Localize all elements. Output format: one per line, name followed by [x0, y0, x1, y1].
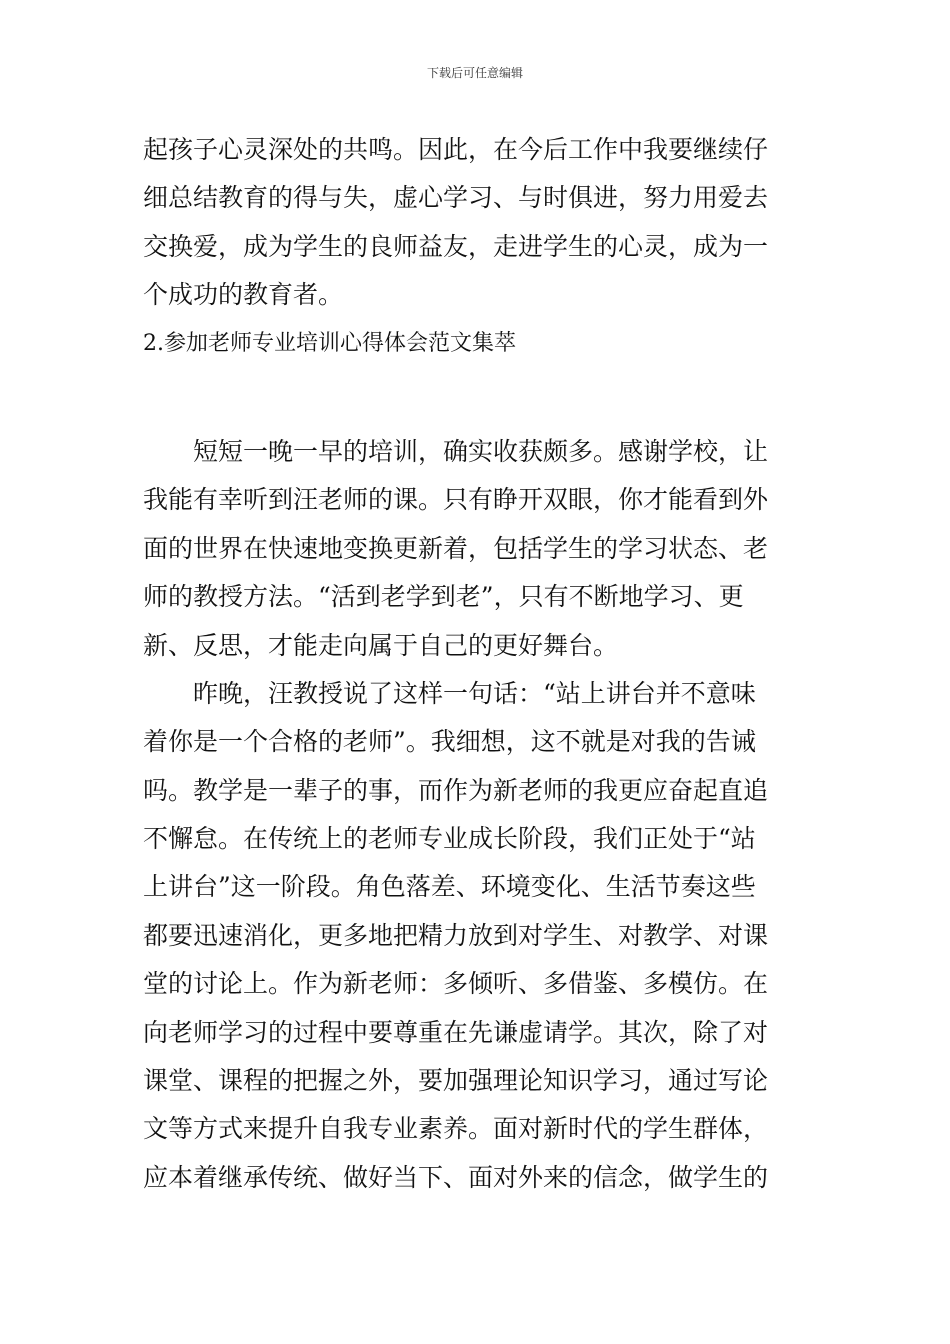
section-heading: 2.参加老师专业培训心得体会范文集萃	[143, 330, 516, 356]
text-line: 应本着继承传统、做好当下、面对外来的信念，做学生的	[143, 1162, 769, 1192]
text-line: 上讲台”这一阶段。角色落差、环境变化、生活节奏这些	[143, 872, 756, 902]
paragraph-2	[143, 428, 809, 670]
paragraph-1	[143, 126, 809, 320]
text-line: 起孩子心灵深处的共鸣。因此，在今后工作中我要继续仔	[143, 135, 769, 164]
text-line: 都要迅速消化，更多地把精力放到对学生、对教学、对课	[143, 920, 769, 950]
spacer	[143, 368, 809, 428]
paragraph-3	[143, 670, 809, 1202]
text-line: 课堂、课程的把握之外，要加强理论知识学习，通过写论	[143, 1066, 769, 1096]
page-header: 下载后可任意编辑	[426, 66, 523, 80]
document-body	[143, 126, 809, 1202]
text-line: 师的教授方法。“活到老学到老”，只有不断地学习、更	[143, 582, 744, 612]
text-line: 个成功的教育者。	[143, 280, 344, 310]
text-line: 面的世界在快速地变换更新着，包括学生的学习状态、老	[143, 533, 769, 563]
text-line: 堂的讨论上。作为新老师：多倾听、多借鉴、多模仿。在	[143, 969, 769, 999]
text-line: 向老师学习的过程中要尊重在先谦虚请学。其次，除了对	[143, 1017, 769, 1047]
text-line: 我能有幸听到汪老师的课。只有睁开双眼，你才能看到外	[143, 485, 769, 515]
text-line: 不懈怠。在传统上的老师专业成长阶段，我们正处于“站	[143, 824, 756, 854]
text-line: 文等方式来提升自我专业素养。面对新时代的学生群体，	[143, 1114, 769, 1144]
text-line: 吗。教学是一辈子的事，而作为新老师的我更应奋起直追	[143, 775, 769, 805]
text-line: 短短一晚一早的培训，确实收获颇多。感谢学校，让	[193, 436, 769, 466]
text-line: 昨晚，汪教授说了这样一句话：“站上讲台并不意味	[193, 678, 756, 708]
text-line: 新、反思，才能走向属于自己的更好舞台。	[143, 630, 619, 660]
text-line: 细总结教育的得与失，虚心学习、与时俱进，努力用爱去	[143, 183, 769, 213]
text-line: 着你是一个合格的老师”。我细想，这不就是对我的告诫	[143, 727, 756, 757]
text-line: 交换爱，成为学生的良师益友，走进学生的心灵，成为一	[143, 231, 769, 261]
